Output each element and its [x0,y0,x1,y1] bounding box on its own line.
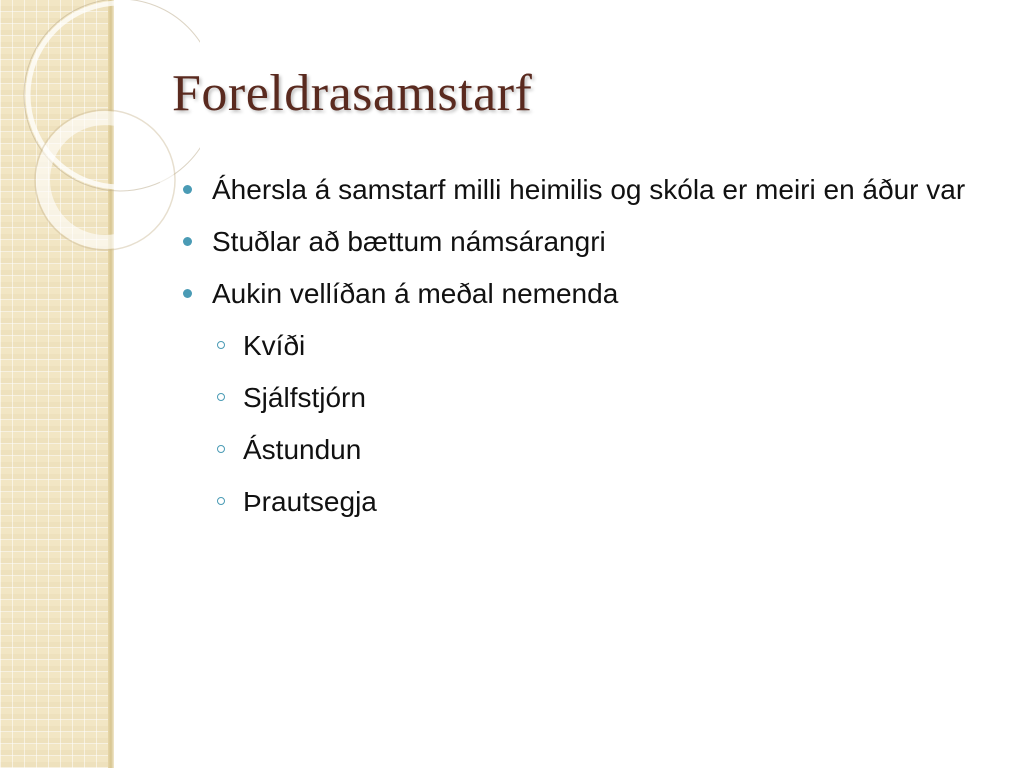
sub-bullet-text: Sjálfstjórn [243,382,366,413]
bullet-text: Áhersla á samstarf milli heimilis og skóla er meiri en áður var [212,174,966,205]
sub-bullet-text: Kvíði [243,330,306,361]
bullet-item [180,172,1000,208]
bullet-text: Stuðlar að bættum námsárangri [212,226,606,257]
sub-bullet-ring-icon [217,497,225,505]
sub-bullet-text: Ástundun [243,434,362,465]
sub-bullet-text: Þrautsegja [243,486,377,517]
bullet-dot-icon [183,185,192,194]
bullet-text: Aukin vellíðan á meðal nemenda [212,278,619,309]
sub-bullet-item [180,328,1000,364]
sub-bullet-item [180,380,1000,416]
bullet-item [180,224,1000,260]
slide-content [180,172,1000,536]
bullet-item [180,276,1000,312]
sub-bullet-ring-icon [217,341,225,349]
sub-bullet-ring-icon [217,445,225,453]
slide-title: Foreldrasamstarf [172,65,533,122]
side-panel-edge [108,0,114,768]
bullet-dot-icon [183,289,192,298]
sub-bullet-item [180,484,1000,520]
bullet-dot-icon [183,237,192,246]
sub-bullet-ring-icon [217,393,225,401]
sub-bullet-item [180,432,1000,468]
decorative-side-panel [0,0,112,768]
